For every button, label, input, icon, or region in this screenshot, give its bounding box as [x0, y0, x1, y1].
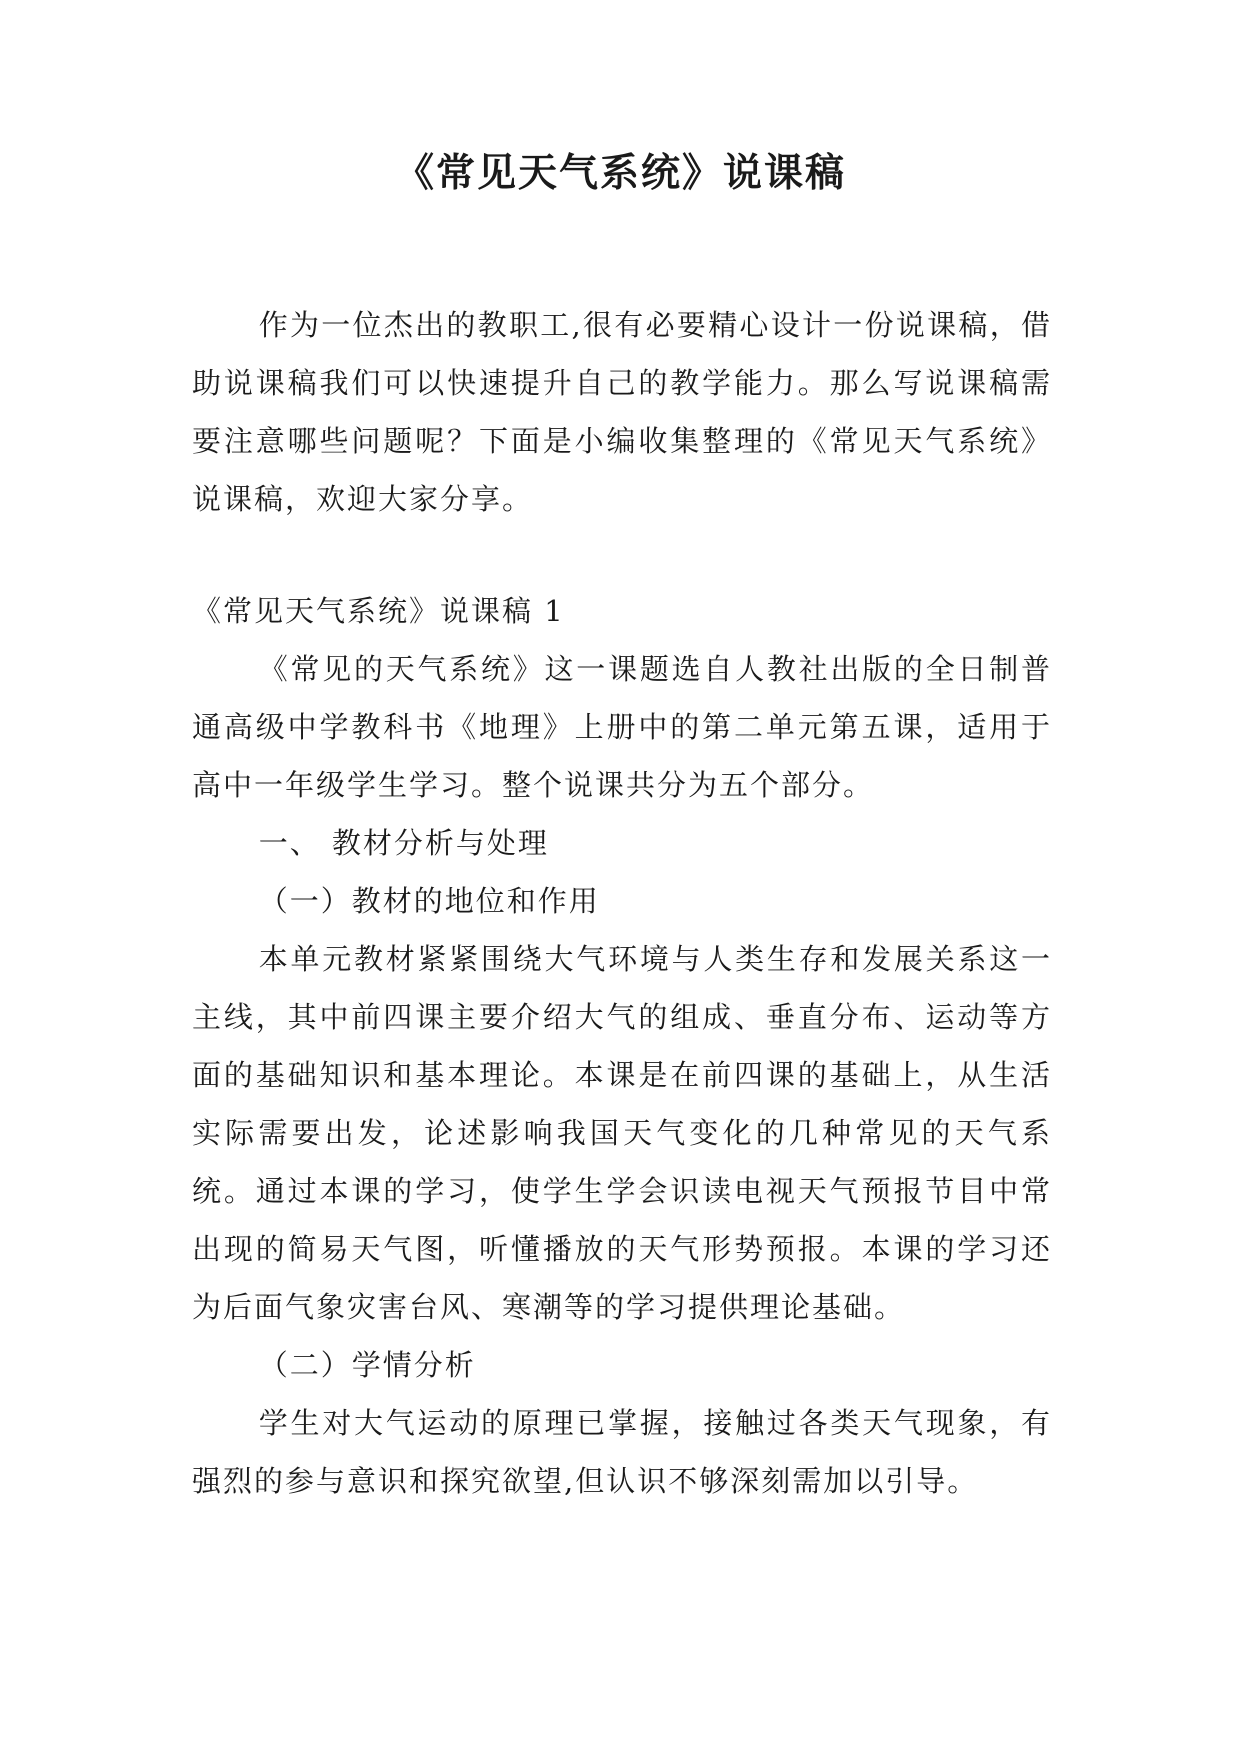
- intro-section: [192, 296, 1052, 528]
- paragraph-overview: 《常见的天气系统》这一课题选自人教社出版的全日制普通高级中学教科书《地理》上册中的第二单元第五课，适用于高中一年级学生学习。整个说课共分为五个部分。: [192, 652, 1052, 802]
- document-title: 《常见天气系统》说课稿: [394, 150, 846, 196]
- subheading-student-analysis: （二）学情分析: [258, 1348, 476, 1382]
- intro-paragraph: 作为一位杰出的教职工,很有必要精心设计一份说课稿，借助说课稿我们可以快速提升自己的教学能力。那么写说课稿需要注意哪些问题呢？下面是小编收集整理的《常见天气系统》说课稿，欢迎大家分享。: [192, 308, 1052, 516]
- main-content: [192, 640, 1052, 1510]
- subheading-role: （一）教材的地位和作用: [258, 884, 600, 918]
- section-label: 《常见天气系统》说课稿 1: [192, 594, 565, 628]
- paragraph-role: 本单元教材紧紧围绕大气环境与人类生存和发展关系这一主线，其中前四课主要介绍大气的组成、垂直分布、运动等方面的基础知识和基本理论。本课是在前四课的基础上，从生活实际需要出发，论述影响我国天气变化的几种常见的天气系统。通过本课的学习，使学生学会识读电视天气预报节目中常出现的简易天气图，听懂播放的天气形势预报。本课的学习还为后面气象灾害台风、寒潮等的学习提供理论基础。: [192, 942, 1052, 1324]
- heading-textbook-analysis: 一、 教材分析与处理: [258, 826, 549, 860]
- paragraph-student-analysis: 学生对大气运动的原理已掌握，接触过各类天气现象，有强烈的参与意识和探究欲望,但认识不够深刻需加以引导。: [192, 1406, 1052, 1498]
